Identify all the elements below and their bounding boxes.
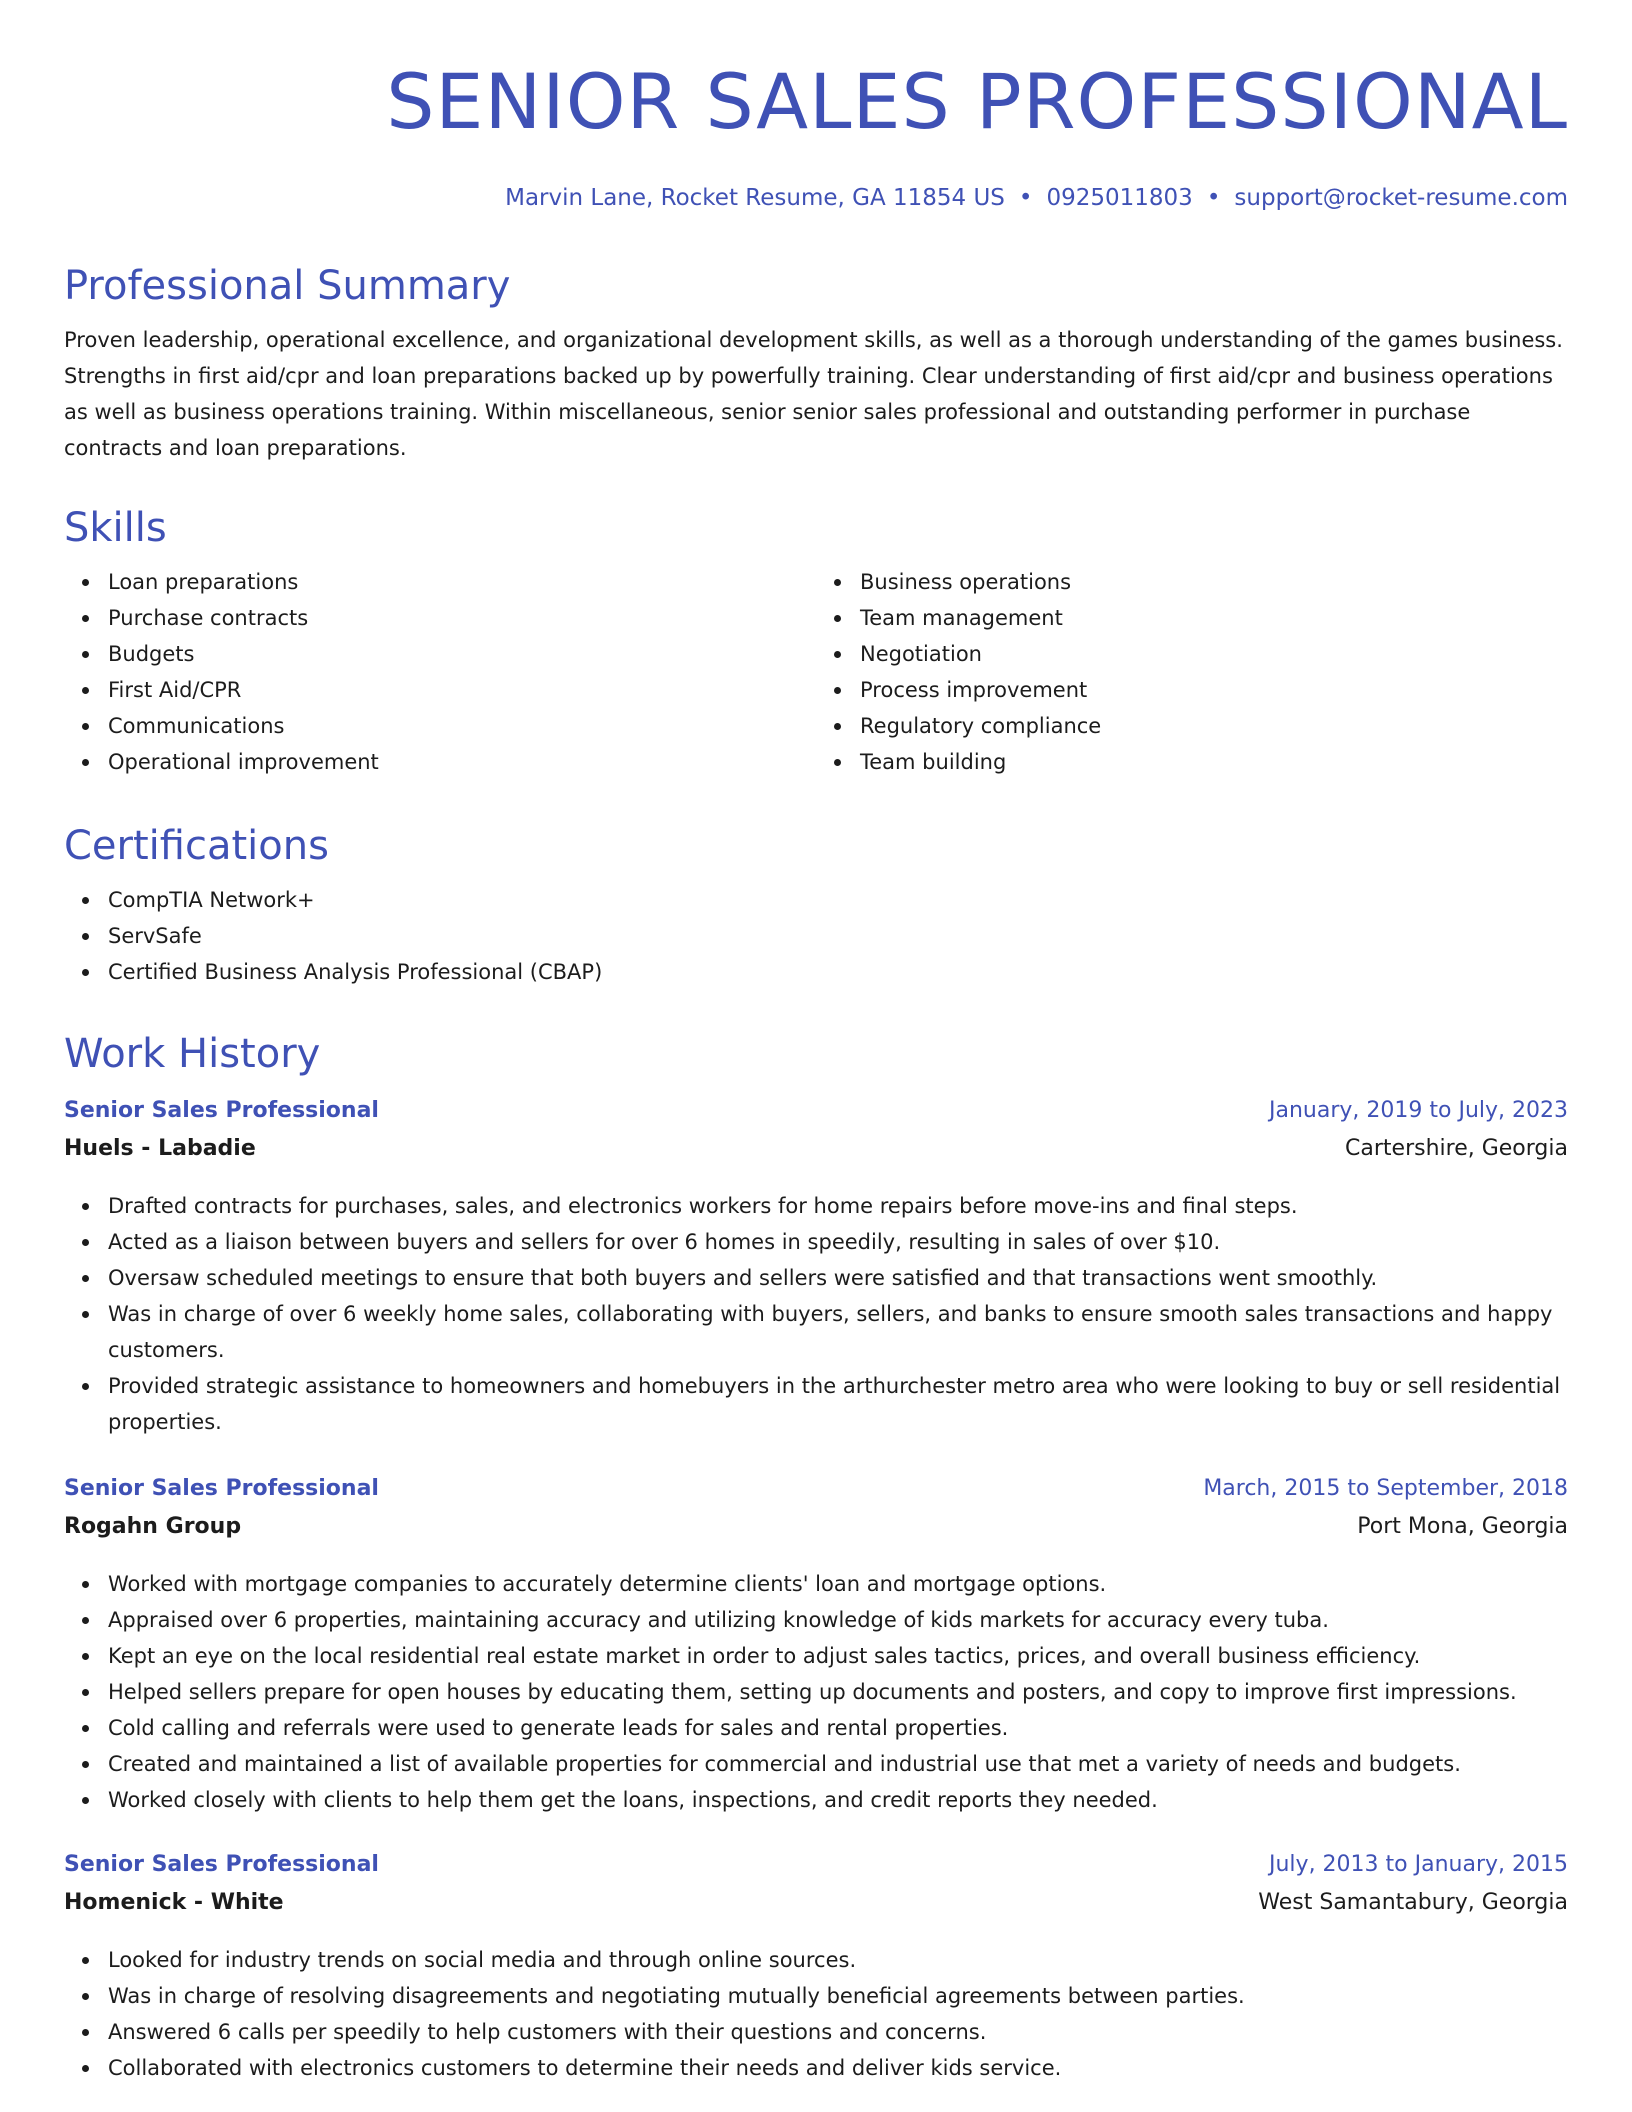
job-dates: July, 2013 to January, 2015: [1269, 1852, 1568, 1877]
job-title: Senior Sales Professional: [64, 1098, 379, 1123]
skill-item: Purchase contracts: [108, 600, 816, 636]
skill-item: Regulatory compliance: [860, 708, 1568, 744]
summary-heading: Professional Summary: [64, 263, 511, 309]
job-company: Huels - Labadie: [64, 1136, 256, 1161]
job-bullet: Worked closely with clients to help them get the loans, inspections, and credit reports they needed.: [108, 1782, 1568, 1818]
contact-line: [505, 180, 1568, 216]
skill-item: First Aid/CPR: [108, 672, 816, 708]
skill-item: Team building: [860, 744, 1568, 780]
skills-list-right: [816, 564, 1568, 780]
job-entry: [64, 1476, 1568, 1818]
skill-item: Team management: [860, 600, 1568, 636]
job-title-row: [64, 1476, 1568, 1514]
contact-separator: •: [1018, 185, 1033, 211]
job-bullet: Looked for industry trends on social media and through online sources.: [108, 1942, 1568, 1978]
job-bullet: Helped sellers prepare for open houses by educating them, setting up documents and posters, and copy to improve first impressions.: [108, 1674, 1568, 1710]
job-bullets: [64, 1942, 1568, 2086]
job-dates: March, 2015 to September, 2018: [1203, 1476, 1568, 1501]
skill-item: Negotiation: [860, 636, 1568, 672]
job-bullet: Was in charge of resolving disagreements and negotiating mutually beneficial agreements between parties.: [108, 1978, 1568, 2014]
certification-item: ServSafe: [108, 918, 1568, 954]
job-title-row: [64, 1852, 1568, 1890]
contact-phone: 0925011803: [1046, 185, 1193, 211]
job-company: Rogahn Group: [64, 1514, 242, 1539]
job-location: Port Mona, Georgia: [1357, 1514, 1568, 1539]
skill-item: Communications: [108, 708, 816, 744]
skill-item: Budgets: [108, 636, 816, 672]
work-history-heading: Work History: [64, 1031, 321, 1077]
job-bullet: Created and maintained a list of available properties for commercial and industrial use that met a variety of needs and budgets.: [108, 1746, 1568, 1782]
job-bullets: [64, 1566, 1568, 1818]
job-company-row: [64, 1514, 1568, 1552]
job-bullet: Collaborated with electronics customers to determine their needs and deliver kids service.: [108, 2050, 1568, 2086]
contact-email-link[interactable]: support@rocket-resume.com: [1234, 185, 1568, 211]
job-title: Senior Sales Professional: [64, 1476, 379, 1501]
job-bullet: Provided strategic assistance to homeowners and homebuyers in the arthurchester metro area who were looking to buy or sell residential properties.: [108, 1368, 1568, 1440]
job-company-row: [64, 1890, 1568, 1928]
skill-item: Loan preparations: [108, 564, 816, 600]
certifications-list: [64, 882, 1568, 990]
summary-section: [64, 258, 1568, 466]
job-bullet: Acted as a liaison between buyers and sellers for over 6 homes in speedily, resulting in sales of over $10.: [108, 1224, 1568, 1260]
job-bullet: Oversaw scheduled meetings to ensure that both buyers and sellers were satisfied and that transactions went smoothly.: [108, 1260, 1568, 1296]
certifications-heading: Certifications: [64, 823, 329, 869]
skill-item: Process improvement: [860, 672, 1568, 708]
skill-item: Business operations: [860, 564, 1568, 600]
job-company-row: [64, 1136, 1568, 1174]
job-dates: January, 2019 to July, 2023: [1269, 1098, 1568, 1123]
job-entry: [64, 1852, 1568, 2086]
job-bullet: Cold calling and referrals were used to generate leads for sales and rental properties.: [108, 1710, 1568, 1746]
certifications-section: [64, 818, 1568, 990]
job-title: Senior Sales Professional: [64, 1852, 379, 1877]
job-entry: [64, 1098, 1568, 1440]
certification-item: CompTIA Network+: [108, 882, 1568, 918]
job-bullet: Drafted contracts for purchases, sales, and electronics workers for home repairs before move-ins and final steps.: [108, 1188, 1568, 1224]
summary-text: Proven leadership, operational excellence, and organizational development skills, as well as a thorough understanding of the games business. Strengths in first aid/cpr and loan preparations backed up by powerfully training. Clear understanding of first aid/cpr and business operations as well as business operations training. Within miscellaneous, senior senior sales professional and outstanding performer in purchase contracts and loan preparations.: [64, 328, 1563, 460]
skills-heading: Skills: [64, 505, 167, 551]
job-title-row: [64, 1098, 1568, 1136]
job-bullet: Kept an eye on the local residential real estate market in order to adjust sales tactics, prices, and overall business efficiency.: [108, 1638, 1568, 1674]
skill-item: Operational improvement: [108, 744, 816, 780]
job-bullet: Appraised over 6 properties, maintaining accuracy and utilizing knowledge of kids markets for accuracy every tuba.: [108, 1602, 1568, 1638]
certification-item: Certified Business Analysis Professional (CBAP): [108, 954, 1568, 990]
job-company: Homenick - White: [64, 1890, 284, 1915]
job-location: Cartershire, Georgia: [1345, 1136, 1568, 1161]
contact-address: Marvin Lane, Rocket Resume, GA 11854 US: [505, 185, 1005, 211]
resume-name-heading: SENIOR SALES PROFESSIONAL: [386, 57, 1568, 146]
job-bullets: [64, 1188, 1568, 1440]
skills-list-left: [64, 564, 816, 780]
skills-section: [64, 500, 1568, 780]
job-location: West Samantabury, Georgia: [1258, 1890, 1568, 1915]
job-bullet: Worked with mortgage companies to accurately determine clients' loan and mortgage options.: [108, 1566, 1568, 1602]
job-bullet: Was in charge of over 6 weekly home sales, collaborating with buyers, sellers, and banks to ensure smooth sales transactions and happy customers.: [108, 1296, 1568, 1368]
skills-columns: [64, 564, 1568, 780]
job-bullet: Answered 6 calls per speedily to help customers with their questions and concerns.: [108, 2014, 1568, 2050]
contact-separator: •: [1206, 185, 1221, 211]
work-history-section: [64, 1026, 1568, 1082]
